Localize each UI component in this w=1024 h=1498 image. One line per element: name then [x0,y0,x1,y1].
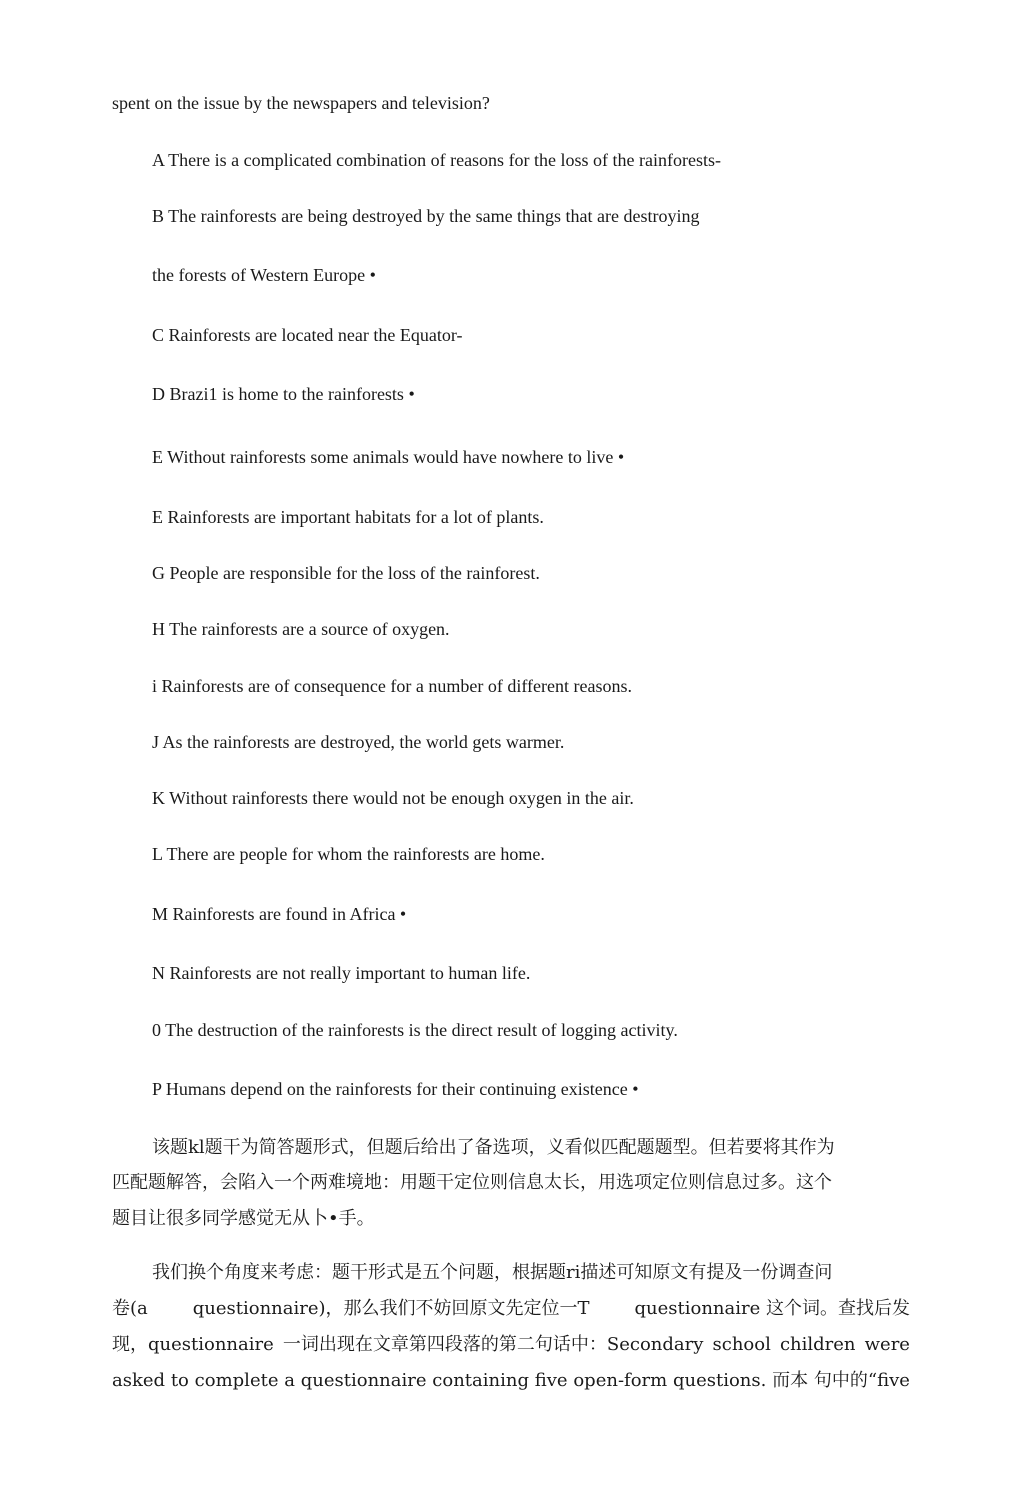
paragraph-2-line-3-part: 现，questionnaire [112,1334,274,1355]
option-j: J As the rainforests are destroyed, the world gets warmer. [152,732,565,752]
paragraph-2-line-2-part: 卷(a [112,1298,148,1319]
option-i: i Rainforests are of consequence for a number of different reasons. [152,676,632,696]
paragraph-1-line-1: 该题kl题干为简答题形式，但题后给出了备选项，义看似匹配题题型。但若要将其作为 [152,1137,835,1158]
paragraph-2-line-4-part: five [534,1370,568,1391]
paragraph-2-line-4-part: asked [112,1370,166,1391]
question-text: spent on the issue by the newspapers and television? [112,93,490,113]
option-b-continued: the forests of Western Europe • [152,265,376,285]
paragraph-2-line-3-part: school [712,1334,771,1355]
paragraph-2-line-4-part: 而本 [772,1370,809,1391]
option-k: K Without rainforests there would not be enough oxygen in the air. [152,788,634,808]
option-h: H The rainforests are a source of oxygen. [152,619,450,639]
paragraph-2-line-4-part: to [170,1370,189,1391]
option-f: E Rainforests are important habitats for a lot of plants. [152,507,544,527]
paragraph-2-line-4-part: questionnaire [300,1370,427,1391]
paragraph-2-line-4-part: open-form [573,1370,668,1391]
paragraph-2-line-4 [112,1369,910,1393]
paragraph-2-line-4-part: questions. [672,1370,767,1391]
option-p: P Humans depend on the rainforests for their continuing existence • [152,1079,639,1099]
option-a: A There is a complicated combination of reasons for the loss of the rainforests- [152,150,722,170]
option-g: G People are responsible for the loss of the rainforest. [152,563,540,583]
paragraph-2-line-4-part: a [284,1370,295,1391]
option-o: 0 The destruction of the rainforests is the direct result of logging activity. [152,1020,678,1040]
paragraph-2-line-2 [112,1297,910,1321]
paragraph-2-line-4-part: complete [194,1370,279,1391]
paragraph-2-line-3 [112,1333,910,1357]
paragraph-2-line-2-part: questionnaire)，那么我们不妨回原文先定位一T [192,1298,590,1319]
paragraph-1-line-3: 题目让很多同学感觉无从卜•手。 [112,1208,375,1229]
option-b: B The rainforests are being destroyed by the same things that are destroying [152,206,700,226]
option-m: M Rainforests are found in Africa • [152,904,407,924]
option-l: L There are people for whom the rainforests are home. [152,844,545,864]
option-e: E Without rainforests some animals would have nowhere to live • [152,447,625,467]
option-c: C Rainforests are located near the Equator- [152,325,463,345]
option-d: D Brazi1 is home to the rainforests • [152,384,415,404]
paragraph-2-line-3-part: 一词出现在文章第四段落的第二句话中：Secondary [282,1334,704,1355]
paragraph-2-line-2-part: questionnaire 这个词。查找后发 [634,1298,910,1319]
paragraph-2-line-1: 我们换个角度来考虑：题干形式是五个问题，根据题ri描述可知原文有提及一份调查问 [152,1262,833,1283]
paragraph-2-line-3-part: were [864,1334,910,1355]
paragraph-1-line-2: 匹配题解答，会陷入一个两难境地：用题干定位则信息太长，用选项定位则信息过多。这个 [112,1172,832,1193]
paragraph-2-line-4-part: containing [432,1370,529,1391]
option-n: N Rainforests are not really important to human life. [152,963,531,983]
paragraph-2-line-3-part: children [779,1334,856,1355]
paragraph-2-line-4-part: 句中的“five [813,1370,910,1391]
